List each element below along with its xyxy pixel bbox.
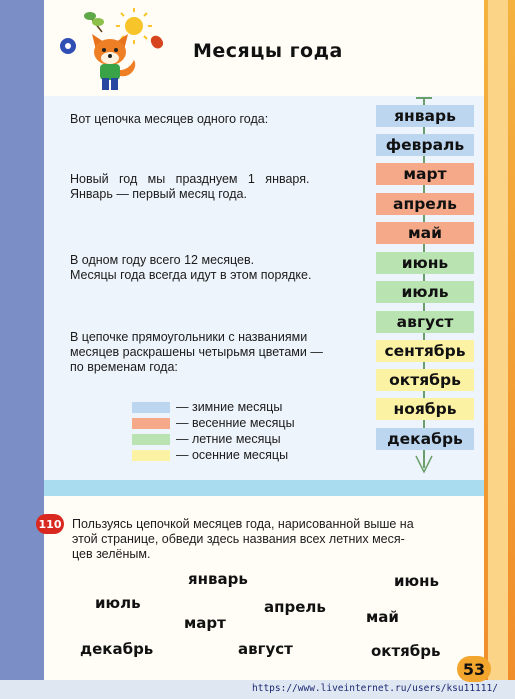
legend-label-autumn: — осенние месяцы	[176, 448, 289, 462]
legend-swatch-spring	[132, 418, 170, 429]
right-border	[484, 0, 515, 699]
colors-text-line-3: по временам года:	[70, 360, 178, 374]
chain-arrow-down-icon	[414, 452, 434, 474]
exercise-word-march[interactable]: март	[184, 614, 226, 632]
month-box-may: май	[376, 222, 474, 244]
month-box-august: август	[376, 311, 474, 333]
legend-swatch-winter	[132, 402, 170, 413]
exercise-word-april[interactable]: апрель	[264, 598, 326, 616]
month-box-february: февраль	[376, 134, 474, 156]
new-year-text-line-1: Новый год мы празднуем 1 января.	[70, 172, 310, 186]
exercise-word-may[interactable]: май	[366, 608, 399, 626]
new-year-text-line-2: Январь — первый месяц года.	[70, 187, 247, 201]
month-box-october: октябрь	[376, 369, 474, 391]
colors-text-line-2: месяцев раскрашены четырьмя цветами —	[70, 345, 323, 359]
exercise-text-line-3: цев зелёным.	[72, 547, 151, 561]
page-number: 53	[457, 656, 491, 682]
legend-label-spring: — весенние месяцы	[176, 416, 295, 430]
exercise-word-july[interactable]: июль	[95, 594, 141, 612]
month-box-december: декабрь	[376, 428, 474, 450]
month-box-june: июнь	[376, 252, 474, 274]
month-box-january: январь	[376, 105, 474, 127]
exercise-text-line-1: Пользуясь цепочкой месяцев года, нарисованной выше на	[72, 517, 414, 531]
legend-swatch-summer	[132, 434, 170, 445]
legend-swatch-autumn	[132, 450, 170, 461]
month-box-march: март	[376, 163, 474, 185]
divider-band	[44, 480, 484, 496]
snowflake-icon	[60, 38, 76, 54]
left-border	[0, 0, 44, 699]
month-box-april: апрель	[376, 193, 474, 215]
month-box-november: ноябрь	[376, 398, 474, 420]
source-url-watermark: https://www.liveinternet.ru/users/ksu11111/	[252, 683, 498, 694]
exercise-word-august[interactable]: август	[238, 640, 293, 658]
page-title: Месяцы года	[193, 40, 343, 62]
branch-icon	[84, 12, 104, 32]
exercise-word-january[interactable]: январь	[188, 570, 248, 588]
right-border-inner	[488, 0, 508, 699]
colors-text-line-1: В цепочке прямоугольники с названиями	[70, 330, 308, 344]
fox-mascot-illustration	[58, 6, 168, 94]
chain-intro-text: Вот цепочка месяцев одного года:	[70, 112, 269, 126]
month-box-september: сентябрь	[376, 340, 474, 362]
month-box-july: июль	[376, 281, 474, 303]
leaf-icon	[151, 36, 163, 49]
legend-label-summer: — летние месяцы	[176, 432, 281, 446]
exercise-word-october[interactable]: октябрь	[371, 642, 441, 660]
legend-label-winter: — зимние месяцы	[176, 400, 283, 414]
exercise-number-badge: 110	[36, 514, 64, 534]
exercise-word-december[interactable]: декабрь	[80, 640, 154, 658]
fox-icon	[92, 34, 135, 90]
month-chain-top-tick	[416, 97, 432, 99]
month-count-text-line-2: Месяцы года всегда идут в этом порядке.	[70, 268, 312, 282]
month-count-text-line-1: В одном году всего 12 месяцев.	[70, 253, 255, 267]
exercise-text-line-2: этой странице, обведи здесь названия всех летних меся-	[72, 532, 405, 546]
exercise-word-june[interactable]: июнь	[394, 572, 439, 590]
